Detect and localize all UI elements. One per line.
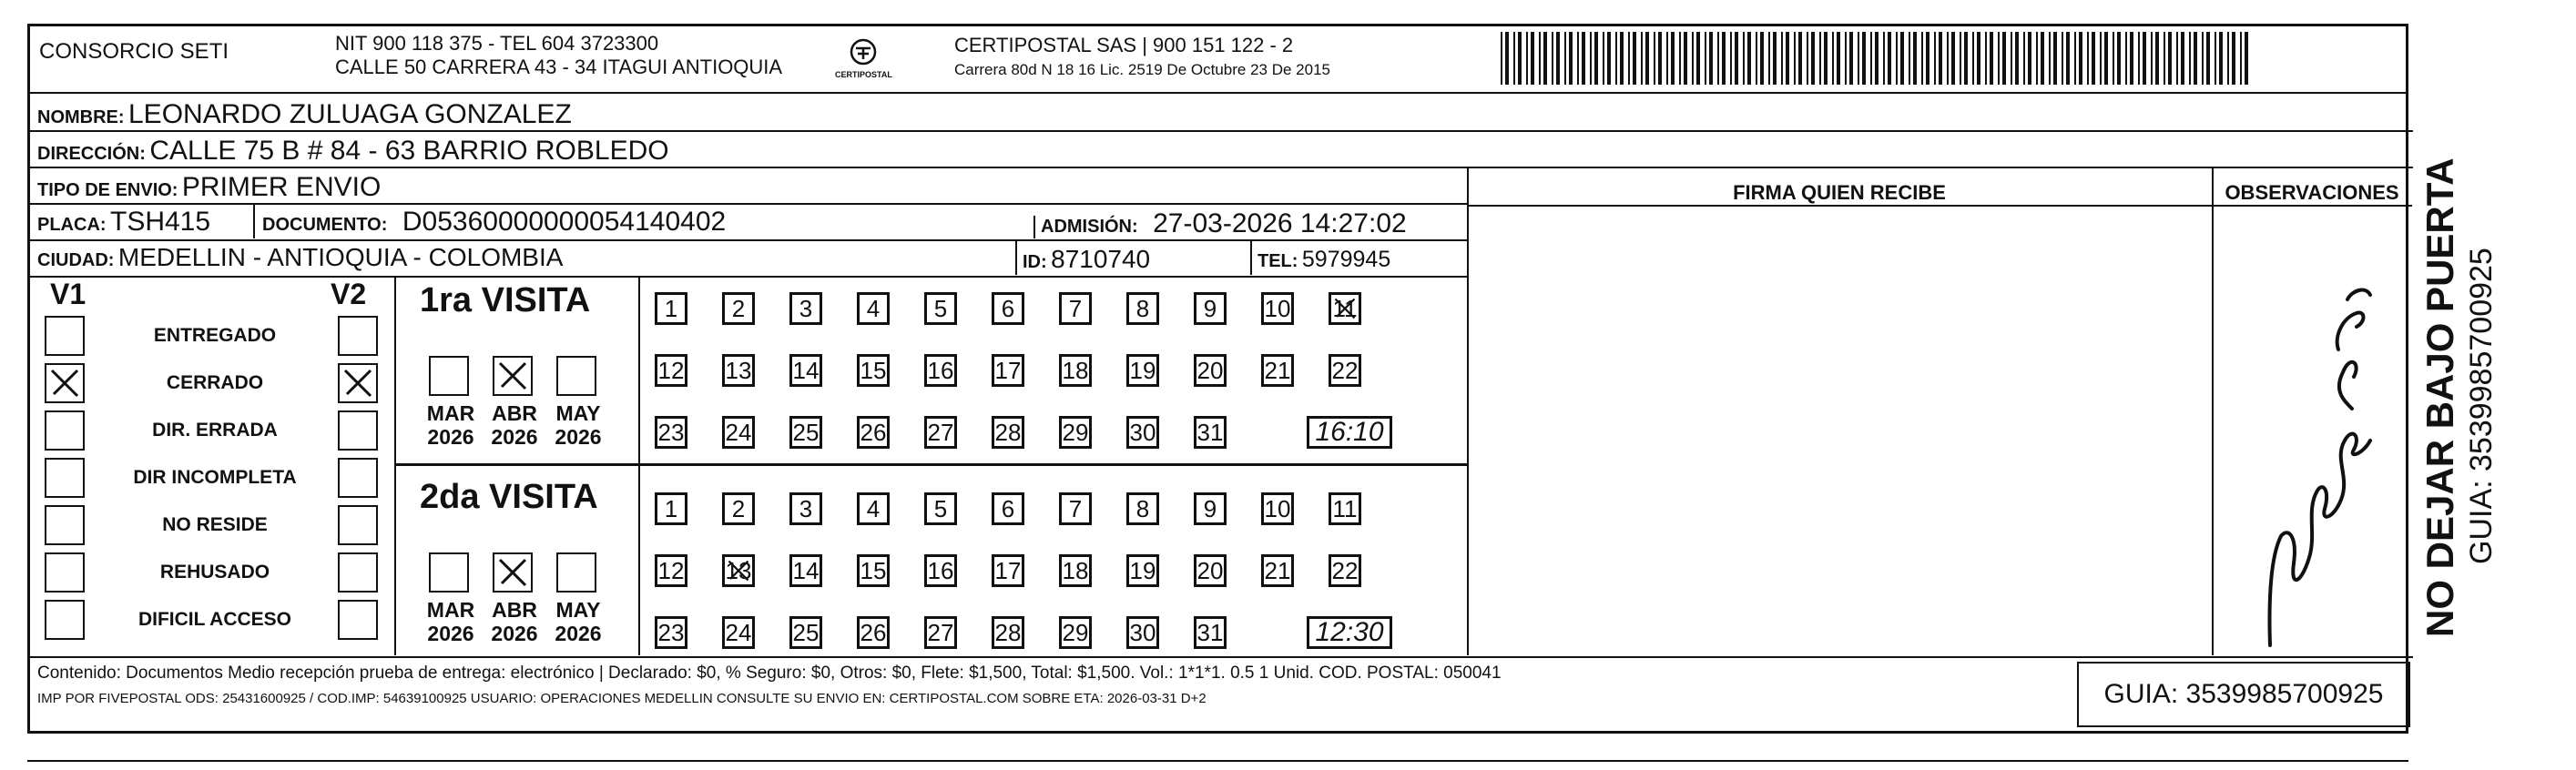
v2-checkbox[interactable]	[338, 316, 378, 356]
day-box[interactable]: 28	[992, 616, 1024, 649]
day-box[interactable]: 25	[789, 616, 822, 649]
direccion-value: CALLE 75 B # 84 - 63 BARRIO ROBLEDO	[149, 136, 669, 166]
company-name: CONSORCIO SETI	[39, 39, 229, 64]
day-box[interactable]: 15	[857, 554, 890, 587]
day-box[interactable]: 16	[924, 554, 957, 587]
day-box[interactable]: 22	[1329, 354, 1361, 387]
divider-ciudad	[1015, 240, 1017, 275]
day-box[interactable]: 2	[722, 292, 755, 325]
visit1-title: 1ra VISITA	[420, 281, 591, 319]
observaciones-left-border	[2212, 168, 2214, 655]
month-label: MAR 2026	[426, 598, 475, 645]
day-box[interactable]: 2	[722, 492, 755, 525]
day-box[interactable]: 8	[1126, 492, 1159, 525]
divider-visit-days	[638, 277, 640, 655]
status-reason-label: DIFICIL ACCESO	[137, 609, 291, 630]
v2-checkbox[interactable]	[338, 505, 378, 545]
nombre-field	[37, 99, 572, 130]
divider-ciudad-row	[30, 276, 1467, 278]
divider-tipo	[30, 203, 1467, 205]
ciudad-label: CIUDAD:	[37, 250, 115, 270]
divider-visits	[394, 463, 1467, 466]
day-box[interactable]: 25	[789, 416, 822, 449]
day-box[interactable]: 30	[1126, 416, 1159, 449]
day-box[interactable]: 13	[722, 554, 755, 587]
v1-checkbox[interactable]	[45, 505, 85, 545]
admision-field	[1041, 208, 1407, 239]
tipo-value: PRIMER ENVIO	[181, 172, 382, 202]
v2-label: V2	[331, 278, 367, 310]
side-warning: NO DEJAR BAJO PUERTA	[2418, 157, 2461, 637]
id-field	[1023, 245, 1150, 274]
day-box[interactable]: 12	[655, 554, 687, 587]
day-box[interactable]: 5	[924, 292, 957, 325]
v1-checkbox[interactable]	[45, 363, 85, 403]
divider-nombre	[30, 130, 2413, 132]
v1-label: V1	[50, 278, 87, 310]
day-box[interactable]: 16	[924, 354, 957, 387]
tipo-field	[37, 172, 381, 203]
day-box[interactable]: 31	[1194, 616, 1227, 649]
day-box[interactable]: 3	[789, 492, 822, 525]
day-box[interactable]: 29	[1059, 616, 1092, 649]
month-checkbox[interactable]	[556, 552, 596, 593]
handwritten-signature	[2215, 263, 2398, 654]
day-box[interactable]: 31	[1194, 416, 1227, 449]
tel-label: TEL:	[1257, 251, 1298, 271]
cut-line	[27, 760, 2408, 762]
tel-value: 5979945	[1301, 247, 1391, 272]
divider-id	[1250, 240, 1252, 275]
day-box[interactable]: 21	[1261, 554, 1294, 587]
v2-checkbox[interactable]	[338, 600, 378, 640]
placa-value: TSH415	[110, 207, 211, 237]
header-divider	[30, 92, 2406, 94]
visit2-title: 2da VISITA	[420, 478, 598, 516]
observaciones-header: OBSERVACIONES	[2225, 181, 2399, 204]
day-box[interactable]: 17	[992, 354, 1024, 387]
day-box[interactable]: 17	[992, 554, 1024, 587]
day-box[interactable]: 6	[992, 492, 1024, 525]
status-reason-label: DIR INCOMPLETA	[133, 467, 297, 488]
day-box[interactable]: 12	[655, 354, 687, 387]
month-checkbox[interactable]	[429, 552, 469, 593]
footer-contenido: Contenido: Documentos Medio recepción prueba de entrega: electrónico | Declarado: $0, % Seguro: $0, Otros: $0, Flete: $1,500, Total: $1,500. Vol.: 1*1*1. 0.5 1 Unid. COD. POSTAL: 050041	[37, 664, 1502, 683]
month-label: MAR 2026	[426, 401, 475, 449]
documento-field	[262, 207, 726, 238]
status-reason-label: REHUSADO	[159, 562, 270, 583]
documento-value: D05360000000054140402	[402, 207, 727, 237]
v1-checkbox[interactable]	[45, 316, 85, 356]
day-box[interactable]: 7	[1059, 492, 1092, 525]
day-box[interactable]: 9	[1194, 292, 1227, 325]
nombre-label: NOMBRE:	[37, 107, 125, 127]
signature-left-border	[1467, 168, 1469, 655]
v1-checkbox[interactable]	[45, 600, 85, 640]
direccion-field	[37, 136, 669, 167]
status-reason-label: NO RESIDE	[162, 514, 268, 535]
v2-checkbox[interactable]	[338, 410, 378, 451]
tel-field	[1257, 247, 1390, 273]
day-box[interactable]: 4	[857, 492, 890, 525]
v2-checkbox[interactable]	[338, 552, 378, 593]
v1-checkbox[interactable]	[45, 410, 85, 451]
month-checkbox[interactable]	[429, 356, 469, 396]
nombre-value: LEONARDO ZULUAGA GONZALEZ	[128, 99, 572, 129]
placa-field	[37, 207, 210, 238]
visit-time: 12:30	[1307, 616, 1392, 649]
day-box[interactable]: 10	[1261, 292, 1294, 325]
status-reason-label: ENTREGADO	[153, 325, 277, 346]
signature-header: FIRMA QUIEN RECIBE	[1733, 181, 1946, 204]
day-box[interactable]: 6	[992, 292, 1024, 325]
tipo-label: TIPO DE ENVIO:	[37, 180, 178, 200]
company-address: CALLE 50 CARRERA 43 - 34 ITAGUI ANTIOQUIA	[335, 56, 783, 78]
month-checkbox[interactable]	[493, 552, 533, 593]
footer-guia-box: GUIA: 3539985700925	[2077, 662, 2410, 727]
admision-value: 27-03-2026 14:27:02	[1153, 208, 1407, 238]
status-reason-label: DIR. ERRADA	[152, 420, 278, 441]
day-box[interactable]: 23	[655, 616, 687, 649]
month-label: MAY 2026	[555, 401, 602, 449]
day-box[interactable]: 29	[1059, 416, 1092, 449]
day-box[interactable]: 30	[1126, 616, 1159, 649]
logo-caption: CERTIPOSTAL	[835, 70, 892, 79]
ciudad-field	[37, 243, 563, 272]
id-value: 8710740	[1051, 245, 1151, 273]
day-box[interactable]: 26	[857, 616, 890, 649]
day-box[interactable]: 9	[1194, 492, 1227, 525]
day-box[interactable]: 14	[789, 354, 822, 387]
divider-status	[394, 277, 396, 655]
divider-footer	[30, 656, 2413, 658]
day-box[interactable]: 3	[789, 292, 822, 325]
barcode	[1501, 32, 2256, 85]
day-box[interactable]: 28	[992, 416, 1024, 449]
carrier-name: CERTIPOSTAL SAS | 900 151 122 - 2	[954, 34, 1294, 56]
day-box[interactable]: 24	[722, 416, 755, 449]
month-label: ABR 2026	[491, 598, 538, 645]
divider-direccion	[30, 167, 2413, 168]
month-label: MAY 2026	[555, 598, 602, 645]
day-box[interactable]: 1	[655, 292, 687, 325]
day-box[interactable]: 11	[1329, 292, 1361, 325]
day-box[interactable]: 24	[722, 616, 755, 649]
day-box[interactable]: 20	[1194, 354, 1227, 387]
day-box[interactable]: 15	[857, 354, 890, 387]
direccion-label: DIRECCIÓN:	[37, 144, 146, 164]
divider-documento	[1033, 216, 1035, 238]
status-reason-label: CERRADO	[166, 372, 264, 393]
day-box[interactable]: 26	[857, 416, 890, 449]
v1-checkbox[interactable]	[45, 458, 85, 498]
day-box[interactable]: 19	[1126, 554, 1159, 587]
carrier-license: Carrera 80d N 18 16 Lic. 2519 De Octubre 23 De 2015	[954, 61, 1330, 78]
month-checkbox[interactable]	[493, 356, 533, 396]
day-box[interactable]: 4	[857, 292, 890, 325]
ciudad-value: MEDELLIN - ANTIOQUIA - COLOMBIA	[117, 243, 564, 271]
placa-label: PLACA:	[37, 215, 107, 235]
documento-label: DOCUMENTO:	[262, 215, 388, 235]
visit-time: 16:10	[1307, 416, 1392, 449]
day-box[interactable]: 27	[924, 416, 957, 449]
v2-checkbox[interactable]	[338, 363, 378, 403]
day-box[interactable]: 19	[1126, 354, 1159, 387]
day-box[interactable]: 5	[924, 492, 957, 525]
month-checkbox[interactable]	[556, 356, 596, 396]
day-box[interactable]: 21	[1261, 354, 1294, 387]
day-box[interactable]: 10	[1261, 492, 1294, 525]
v2-checkbox[interactable]	[338, 458, 378, 498]
admision-label: ADMISIÓN:	[1041, 217, 1138, 237]
divider-placa	[253, 204, 255, 238]
day-box[interactable]: 18	[1059, 354, 1092, 387]
day-box[interactable]: 13	[722, 354, 755, 387]
day-box[interactable]: 1	[655, 492, 687, 525]
day-box[interactable]: 18	[1059, 554, 1092, 587]
day-box[interactable]: 23	[655, 416, 687, 449]
company-nit: NIT 900 118 375 - TEL 604 3723300	[335, 32, 659, 55]
day-box[interactable]: 11	[1329, 492, 1361, 525]
day-box[interactable]: 27	[924, 616, 957, 649]
divider-signature-header	[1467, 205, 2412, 207]
day-box[interactable]: 20	[1194, 554, 1227, 587]
month-label: ABR 2026	[491, 401, 538, 449]
v1-checkbox[interactable]	[45, 552, 85, 593]
day-box[interactable]: 14	[789, 554, 822, 587]
side-guia: GUIA: 3539985700925	[2464, 248, 2499, 564]
footer-imp: IMP POR FIVEPOSTAL ODS: 25431600925 / COD.IMP: 54639100925 USUARIO: OPERACIONES MEDELLIN CONSULTE SU ENVIO EN: CERTIPOSTAL.COM SOBRE ETA: 2026-03-31 D+2	[37, 691, 1207, 706]
day-box[interactable]: 22	[1329, 554, 1361, 587]
day-box[interactable]: 8	[1126, 292, 1159, 325]
day-box[interactable]: 7	[1059, 292, 1092, 325]
shipping-label-frame	[27, 24, 2408, 734]
id-label: ID:	[1023, 252, 1047, 272]
